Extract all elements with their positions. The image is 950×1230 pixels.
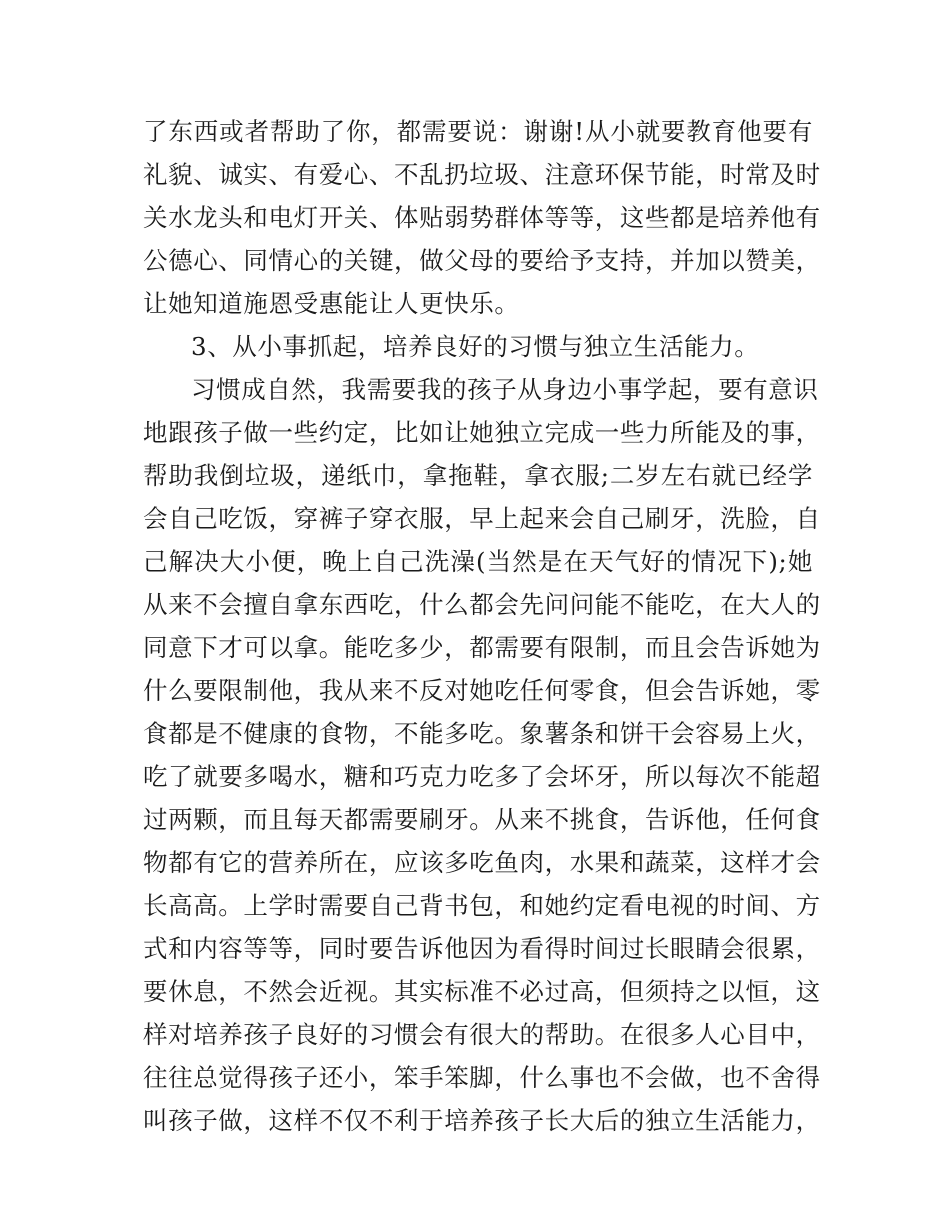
text-line: 要休息，不然会近视。其实标准不必过高，但须持之以恒，这 [143,977,821,1006]
text-line: 同意下才可以拿。能吃多少，都需要有限制，而且会告诉她为 [143,633,821,662]
text-line: 物都有它的营养所在，应该多吃鱼肉，水果和蔬菜，这样才会 [143,848,821,877]
text-line: 式和内容等等，同时要告诉他因为看得时间过长眼睛会很累， [143,934,821,963]
text-line: 关水龙头和电灯开关、体贴弱势群体等等，这些都是培养他有 [143,203,821,232]
text-line: 礼貌、诚实、有爱心、不乱扔垃圾、注意环保节能，时常及时 [143,160,821,189]
text-line: 地跟孩子做一些约定，比如让她独立完成一些力所能及的事， [143,418,821,447]
text-line: 习惯成自然，我需要我的孩子从身边小事学起，要有意识 [191,375,819,404]
text-line: 过两颗，而且每天都需要刷牙。从来不挑食，告诉他，任何食 [143,805,821,834]
text-line: 公德心、同情心的关键，做父母的要给予支持，并加以赞美， [143,246,821,275]
text-line: 了东西或者帮助了你，都需要说：谢谢!从小就要教育他要有 [143,117,813,146]
text-line: 长高高。上学时需要自己背书包，和她约定看电视的时间、方 [143,891,821,920]
text-line: 什么要限制他，我从来不反对她吃任何零食，但会告诉她，零 [143,676,821,705]
text-line: 帮助我倒垃圾，递纸巾，拿拖鞋，拿衣服;二岁左右就已经学 [143,461,813,490]
text-line: 样对培养孩子良好的习惯会有很大的帮助。在很多人心目中， [143,1020,821,1049]
text-line: 叫孩子做，这样不仅不利于培养孩子长大后的独立生活能力， [143,1106,821,1135]
text-line: 会自己吃饭，穿裤子穿衣服，早上起来会自己刷牙，洗脸，自 [143,504,821,533]
text-line: 让她知道施恩受惠能让人更快乐。 [143,289,520,318]
text-line: 往往总觉得孩子还小，笨手笨脚，什么事也不会做，也不舍得 [143,1063,821,1092]
text-line: 吃了就要多喝水，糖和巧克力吃多了会坏牙，所以每次不能超 [143,762,821,791]
text-line: 从来不会擅自拿东西吃，什么都会先问问能不能吃，在大人的 [143,590,821,619]
section-heading: 3、从小事抓起，培养良好的习惯与独立生活能力。 [191,332,760,361]
text-line: 食都是不健康的食物，不能多吃。象薯条和饼干会容易上火， [143,719,821,748]
text-line: 己解决大小便，晚上自己洗澡(当然是在天气好的情况下);她 [143,547,813,576]
